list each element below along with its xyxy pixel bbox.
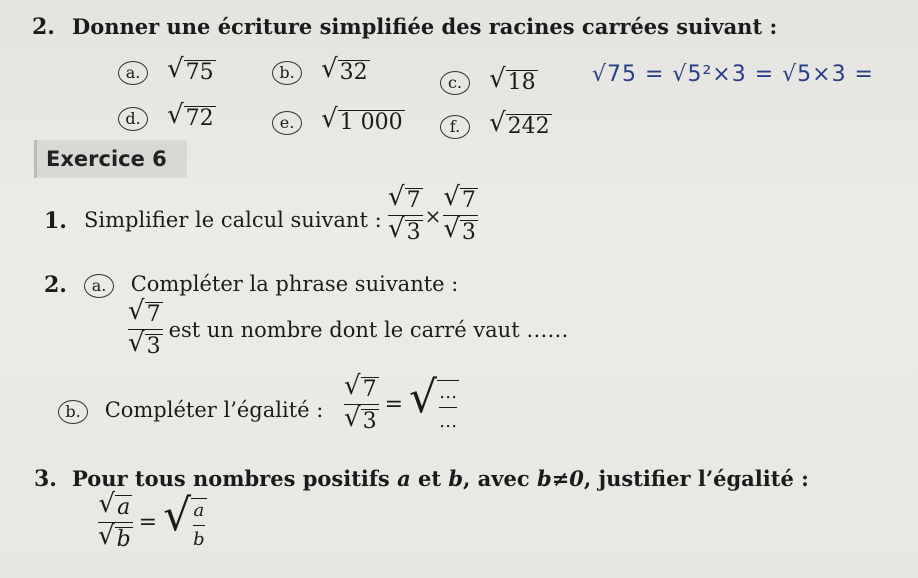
ex-q2a-text: Compléter la phrase suivante : <box>130 272 459 296</box>
ex-q3-text <box>72 466 809 491</box>
sqrt-sign: √ <box>489 108 506 138</box>
item-c <box>440 64 538 95</box>
var-b: b <box>448 466 464 491</box>
sqrt-expression <box>321 54 370 85</box>
denominator-blank: … <box>439 411 458 432</box>
fraction <box>128 296 163 359</box>
fraction <box>439 381 457 434</box>
sqrt-sign: √ <box>321 104 338 134</box>
radicand: 3 <box>406 220 421 245</box>
item-label: a. <box>84 274 114 298</box>
ex-q1-number: 1. <box>44 208 67 234</box>
var-a: a <box>397 466 411 491</box>
radicand: 18 <box>507 70 536 95</box>
ex-q3-number: 3. <box>34 466 57 492</box>
fraction <box>344 370 379 434</box>
radicand: a <box>117 494 131 520</box>
fraction-bar <box>439 407 457 408</box>
sqrt-expression <box>409 374 459 434</box>
sqrt-expression: √ 7 <box>128 296 161 327</box>
radicand <box>437 380 459 434</box>
ex-q2-number: 2. <box>44 272 67 298</box>
sqrt-expression <box>321 104 405 135</box>
condition: b≠0 <box>536 466 584 491</box>
sqrt-sign: √ <box>167 100 184 130</box>
radicand: 1 000 <box>339 110 403 135</box>
equals-sign: = <box>138 509 158 535</box>
q3-text-end: , justifier l’égalité : <box>583 466 809 491</box>
item-label: b. <box>272 61 302 85</box>
sqrt-expression: √ 3 <box>443 214 476 245</box>
item-b <box>272 54 370 85</box>
equality-expression <box>344 370 459 434</box>
item-label: e. <box>272 111 302 135</box>
sqrt-expression <box>167 54 216 85</box>
radicand: 75 <box>185 60 214 85</box>
radicand: b <box>116 526 131 552</box>
ex-q2b-text: Compléter l’égalité : <box>104 398 324 422</box>
q3-text-start: Pour tous nombres positifs <box>72 466 390 491</box>
ex-q1-text: Simplifier le calcul suivant : <box>84 208 382 232</box>
q3-equality <box>98 488 207 552</box>
fraction <box>388 182 423 245</box>
q3-avec: , avec <box>463 466 530 491</box>
radicand: 7 <box>461 188 476 213</box>
sentence-row <box>128 296 569 359</box>
fraction <box>443 182 478 245</box>
sqrt-expression <box>489 64 538 95</box>
sentence-text: est un nombre dont le carré vaut …… <box>168 317 569 342</box>
fraction <box>98 488 133 552</box>
exercise-title: Exercice 6 <box>46 147 167 171</box>
radicand: 7 <box>406 188 421 213</box>
item-e <box>272 104 405 135</box>
sqrt-sign: √ <box>167 54 184 84</box>
ex-q2b <box>58 398 323 424</box>
sqrt-sign: √ <box>163 490 192 541</box>
sqrt-expression: √ 7 <box>388 182 421 213</box>
item-label: c. <box>440 71 470 95</box>
item-label: a. <box>118 61 148 85</box>
sqrt-sign: √ <box>321 54 338 84</box>
item-d <box>118 100 216 131</box>
sqrt-expression <box>163 492 207 552</box>
sqrt-sign: √ <box>409 372 438 423</box>
equals-sign: = <box>384 391 404 417</box>
product-expression <box>388 182 478 245</box>
radicand: 242 <box>507 114 550 139</box>
ex-q2a <box>84 272 458 298</box>
radicand: 7 <box>146 302 161 327</box>
q3-et: et <box>417 466 442 491</box>
handwritten-answer: √75 = √5²×3 = √5×3 = <box>592 62 874 87</box>
denominator: b <box>193 529 205 550</box>
radicand: 3 <box>362 408 377 434</box>
radicand: 32 <box>339 60 368 85</box>
item-label: d. <box>118 107 148 131</box>
numerator: a <box>193 500 205 521</box>
item-label: b. <box>58 400 88 424</box>
sqrt-expression: √ 3 <box>128 328 161 359</box>
sqrt-expression <box>489 108 552 139</box>
sqrt-expression: √ b <box>98 520 131 552</box>
sqrt-expression <box>167 100 216 131</box>
sqrt-expression: √ a <box>98 488 131 520</box>
q2-prompt: Donner une écriture simplifiée des racines carrées suivant : <box>72 14 778 39</box>
fraction <box>193 499 205 552</box>
radicand: 7 <box>362 376 377 402</box>
sqrt-expression: √ 7 <box>344 370 377 402</box>
q2-number: 2. <box>32 14 55 40</box>
sqrt-expression: √ 3 <box>344 402 377 434</box>
item-f <box>440 108 552 139</box>
numerator-blank: … <box>439 382 458 403</box>
item-a <box>118 54 216 85</box>
fraction-bar <box>193 525 205 526</box>
radicand <box>191 498 207 552</box>
radicand: 72 <box>185 106 214 131</box>
times-sign: × <box>424 203 442 228</box>
radicand: 3 <box>146 334 161 359</box>
sqrt-expression: √ 7 <box>443 182 476 213</box>
radicand: 3 <box>461 220 476 245</box>
sqrt-expression: √ 3 <box>388 214 421 245</box>
sqrt-sign: √ <box>489 64 506 94</box>
item-label: f. <box>440 115 470 139</box>
